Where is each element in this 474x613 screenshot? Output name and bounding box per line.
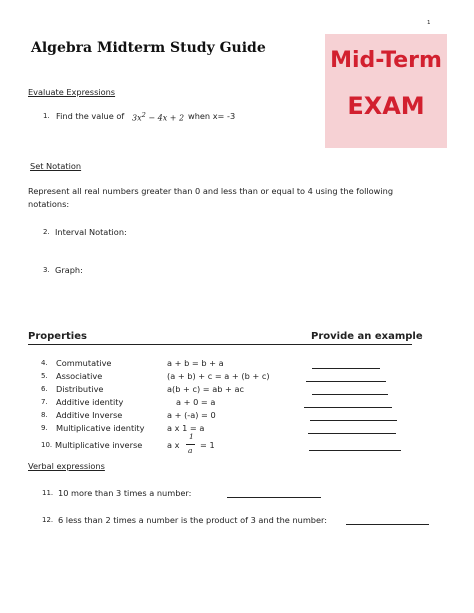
property-8-name: Additive Inverse [56, 410, 123, 420]
property-8-rule: a + (-a) = 0 [167, 410, 216, 420]
properties-header-rule [28, 344, 412, 345]
property-4-number: 4. [41, 359, 48, 367]
property-7-rule: a + 0 = a [176, 397, 216, 407]
interval-notation-label: Interval Notation: [55, 227, 127, 237]
provide-example-heading: Provide an example [311, 331, 423, 342]
property-5-answer-line[interactable] [306, 381, 386, 382]
question-12-text: 6 less than 2 times a number is the product of 3 and the number: [58, 515, 328, 525]
property-6-rule: a(b + c) = ab + ac [167, 384, 245, 394]
property-10-fraction-denominator: a [188, 446, 193, 455]
question-11-answer-line[interactable] [227, 497, 321, 498]
property-6-number: 6. [41, 385, 48, 393]
property-10-fraction-numerator: 1 [189, 432, 194, 441]
property-9-answer-line[interactable] [308, 433, 396, 434]
question-11-text: 10 more than 3 times a number: [58, 488, 192, 498]
property-5-rule: (a + b) + c = a + (b + c) [167, 371, 270, 381]
property-6-name: Distributive [56, 384, 104, 394]
question-3-number: 3. [43, 266, 50, 274]
graph-label: Graph: [55, 265, 83, 275]
page-title: Algebra Midterm Study Guide [31, 40, 266, 56]
property-10-fraction-bar [186, 444, 195, 445]
properties-heading: Properties [28, 331, 87, 342]
question-1-tail: when x= -3 [188, 111, 236, 121]
page-number: 1 [427, 20, 431, 26]
property-4-name: Commutative [56, 358, 112, 368]
property-10-answer-line[interactable] [309, 450, 401, 451]
stamp-line-1: Mid-Term [330, 48, 442, 73]
property-9-name: Multiplicative identity [56, 423, 145, 433]
verbal-expressions-heading: Verbal expressions [28, 461, 105, 471]
question-12-answer-line[interactable] [346, 524, 429, 525]
property-8-answer-line[interactable] [310, 420, 397, 421]
property-7-answer-line[interactable] [304, 407, 392, 408]
property-9-number: 9. [41, 424, 48, 432]
property-4-rule: a + b = b + a [167, 358, 224, 368]
stamp-line-2: EXAM [347, 92, 425, 120]
question-1-number: 1. [43, 112, 50, 120]
property-10-rule-prefix: a x [167, 440, 180, 450]
evaluate-expressions-heading: Evaluate Expressions [28, 87, 116, 97]
mid-term-exam-stamp [325, 34, 447, 148]
set-notation-heading: Set Notation [30, 161, 82, 171]
property-9-rule: a x 1 = a [167, 423, 205, 433]
set-notation-prompt-line-1: Represent all real numbers greater than 0 and less than or equal to 4 using the following [28, 186, 394, 196]
question-11-number: 11. [42, 489, 54, 497]
property-4-answer-line[interactable] [312, 368, 380, 369]
property-5-number: 5. [41, 372, 48, 380]
question-1-expression: $3x^2 - 4x + 2$ [132, 111, 185, 123]
property-6-answer-line[interactable] [312, 394, 388, 395]
question-1-text: Find the value of [56, 111, 125, 121]
property-7-number: 7. [41, 398, 48, 406]
property-10-number: 10. [41, 441, 53, 449]
property-10-name: Multiplicative inverse [55, 440, 143, 450]
property-7-name: Additive identity [56, 397, 124, 407]
property-8-number: 8. [41, 411, 48, 419]
question-2-number: 2. [43, 228, 50, 236]
property-5-name: Associative [56, 371, 103, 381]
question-12-number: 12. [42, 516, 54, 524]
set-notation-prompt-line-2: notations: [28, 199, 70, 209]
property-10-rule-suffix: = 1 [200, 440, 215, 450]
